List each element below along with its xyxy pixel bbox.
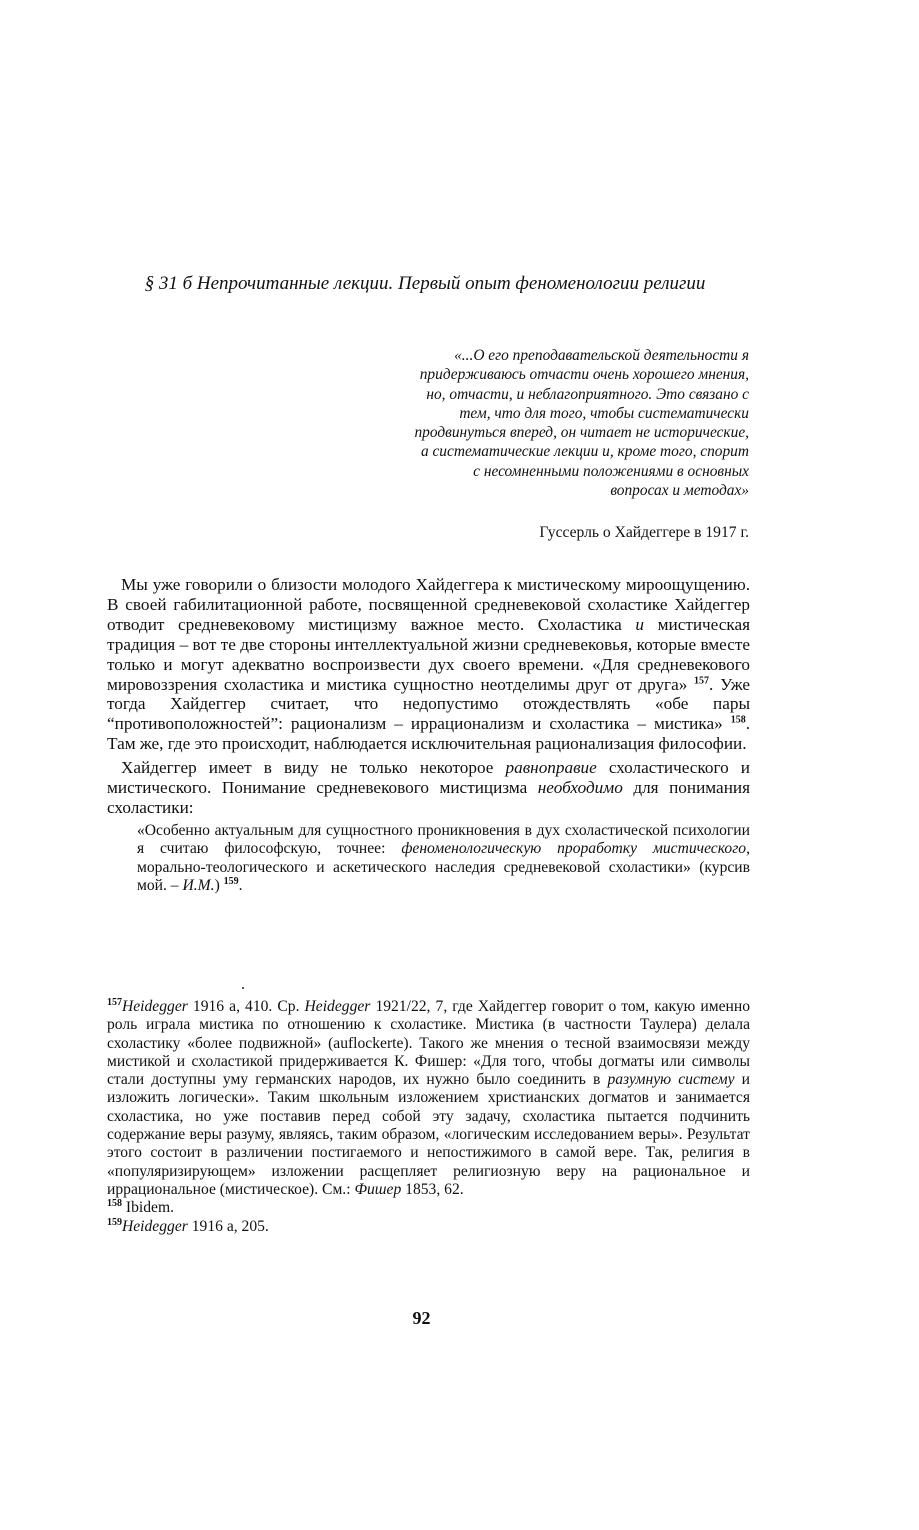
paragraph-1: Мы уже говорили о близости молодого Хайдеггера к мистическому мироощущению. В своей габилитационной работе, посвященной средневековой схоластике Хайдеггер отводит средневековому мистицизму важное место. Схоластика и мистическая традиция – вот те две стороны интеллектуальной жизни средневековья, которые вместе только и могут адекватно воспроизвести дух своего времени. «Для средневекового мировоззрения схоластика и мистика сущностно неотделимы друг от друга» $^{157}$. Уже тогда Хайдеггер считает, что недопустимо отождествлять «обе пары “противоположностей”: рационализм – иррационализм и схоластика – мистика» $^{158}$. Там же, где это происходит, наблюдается исключительная рационализация философии. [107,575,751,754]
footnote-ref-159: 159 [223,875,239,887]
epigraph-source: Гуссерль о Хайдеггере в 1917 г. [539,524,749,541]
footnote-159: $^{159}$Heidegger 1916 a, 205. [107,1216,269,1235]
speck [242,987,244,989]
footnote-157: $^{157}$Heidegger 1916 a, 410. Ср. Heidegger 1921/22, 7, где Хайдеггер говорит о том, какую именно роль играла мистика по отношению к схоластике. Мистика (в частности Таулера) делала схоластику «более подвижной» (auflockerte). Такого же мнения о тесной взаимосвязи между мистикой и схоластикой придерживается К. Фишер: «Для того, чтобы догматы или символы стали доступны уму германских народов, их нужно было соединить в разумную систему и изложить логически». Таким школьным изложением христианских догматов и занимается схоластика, но уже поставив перед собой эту задачу, схоластика пытается подчинить содержание веры разуму, являясь, таким образом, «логическим исследованием веры». Результат этого состоит в различении постигаемого и непостижимого в самой вере. Так, религия в «популяризирующем» изложении расщепляет религиозную веру на рациональное и иррациональное (мистическое). См.: Фишер 1853, 62. [107,996,750,1198]
page-number: 92 [412,1308,431,1328]
block-quote: «Особенно актуальным для сущностного проникновения в дух схоластической психологии я считаю философскую, точнее: феноменологическую проработку мистического, морально-теологического и аскетического наследия средневековой схоластики» (курсив мой. – И.М.) $^{159}$. [137,821,750,895]
epigraph-text: «...О его преподавательской деятельности я придерживаюсь отчасти очень хорошего мнения, но, отчасти, и неблагоприятного. Это связано с тем, что для того, чтобы систематически продвинуться вперед, он читает не исторические, а систематические лекции и, кроме того, спорит с несомненными положениями в основных вопросах и методах» [414,347,749,500]
footnote-ref-158: 158 [730,714,746,726]
footnotes [107,998,750,1236]
main-text [107,575,750,896]
footnote-158: $^{158}$ Ibidem. [107,1198,174,1217]
section-title: § 31 б Непрочитанные лекции. Первый опыт феноменологии религии [144,273,706,294]
epigraph [412,346,749,500]
footnote-ref-157: 157 [694,674,710,686]
paragraph-2: Хайдеггер имеет в виду не только некоторое равноправие схоластического и мистического. Понимание средневекового мистицизма необходимо для понимания схоластики: [107,758,750,817]
